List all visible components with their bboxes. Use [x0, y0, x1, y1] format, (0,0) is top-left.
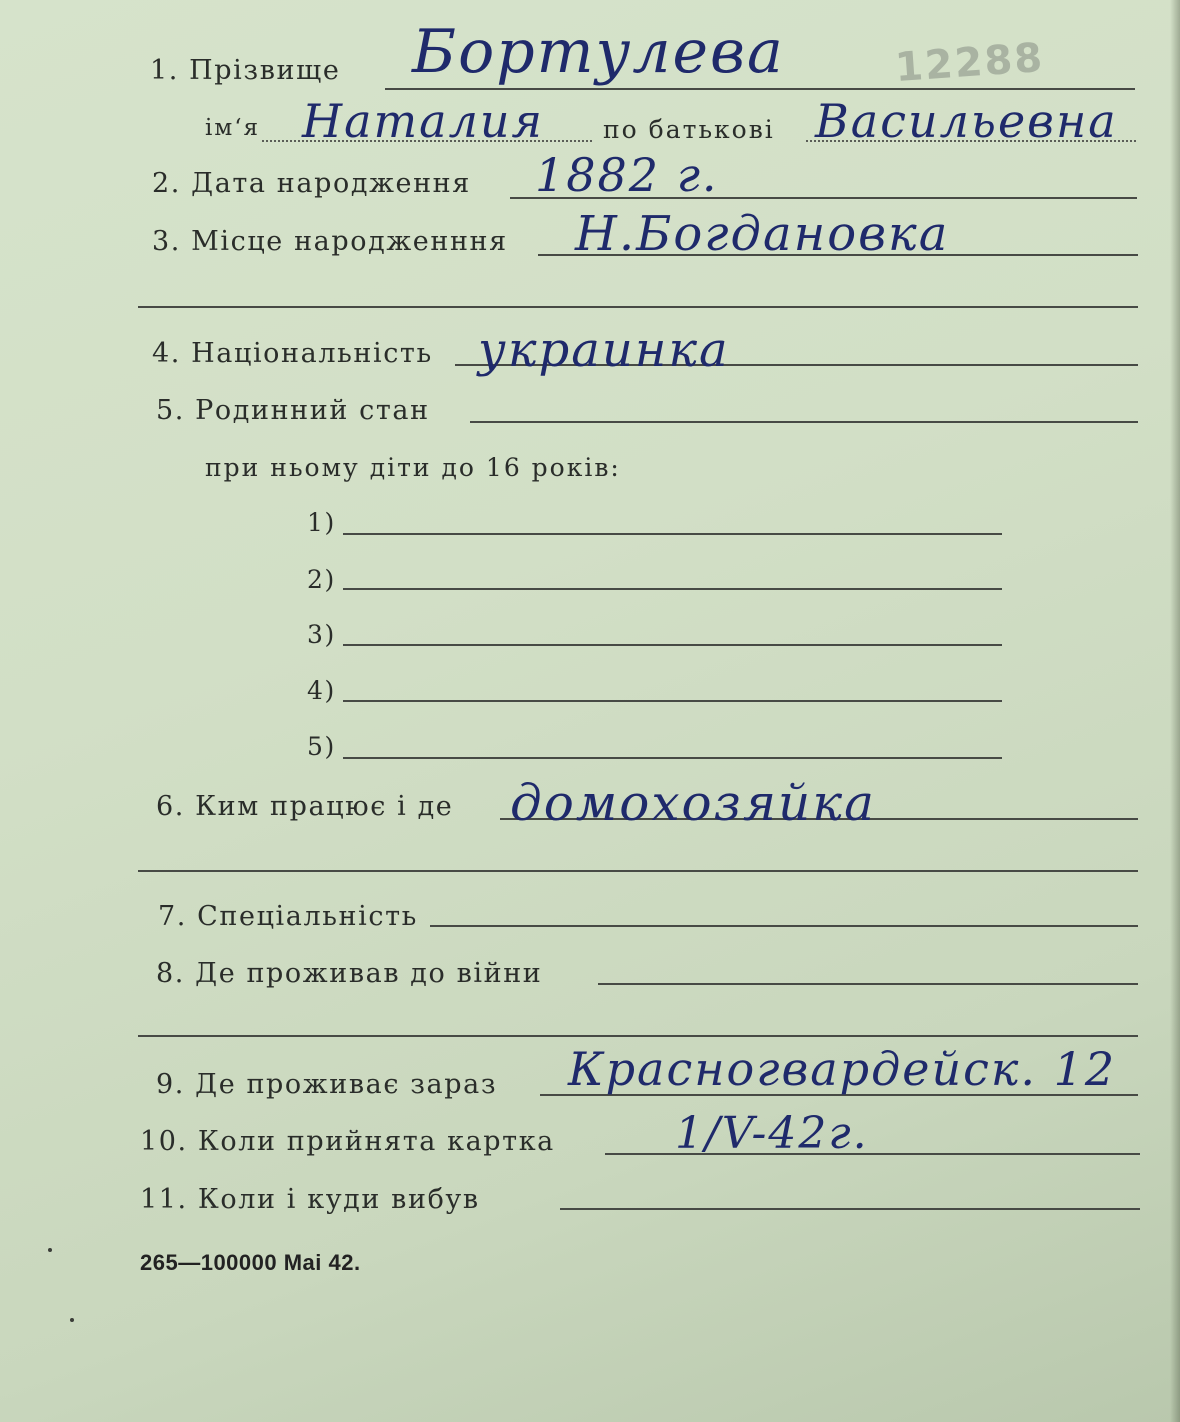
child-row-number: 5): [307, 732, 336, 761]
occupation-value: домохозяйка: [510, 774, 876, 832]
departure-label: 11. Коли і куди вибув: [140, 1184, 480, 1215]
paper-speck: [48, 1248, 52, 1252]
patronymic-value: Васильевна: [815, 94, 1118, 148]
child-row-number: 4): [307, 676, 336, 705]
birthdate-label: 2. Дата народження: [152, 168, 471, 199]
departure-line: [560, 1208, 1140, 1210]
child-row-number: 1): [307, 508, 336, 537]
print-code: 265—100000 Mai 42.: [140, 1250, 361, 1275]
name-value: Наталия: [302, 94, 544, 148]
child-row-line: [343, 644, 1002, 646]
birthplace-label: 3. Місце народженння: [152, 226, 508, 257]
marital-status-line: [470, 421, 1138, 423]
child-row-number: 3): [307, 620, 336, 649]
speciality-label: 7. Спеціальність: [158, 901, 418, 932]
card-accepted-value: 1/V-42г.: [675, 1108, 869, 1159]
number-stamp: 12288: [893, 34, 1046, 92]
paper-edge-shadow: [1170, 0, 1180, 1422]
children-label: при ньому діти до 16 років:: [205, 453, 621, 482]
child-row-line: [343, 700, 1002, 702]
prewar-residence-continuation-line: [138, 1035, 1138, 1037]
child-row-number: 2): [307, 565, 336, 594]
child-row-line: [343, 757, 1002, 759]
name-label: ім‘я: [205, 115, 261, 141]
surname-label: 1. Прізвище: [150, 55, 341, 86]
birthplace-continuation-line: [138, 306, 1138, 308]
patronymic-label: по батькові: [603, 115, 775, 144]
nationality-value: украинка: [478, 322, 730, 378]
card-accepted-label: 10. Коли прийнята картка: [140, 1126, 555, 1157]
marital-status-label: 5. Родинний стан: [156, 395, 430, 426]
prewar-residence-line: [598, 983, 1138, 985]
child-row-line: [343, 588, 1002, 590]
surname-value: Бортулева: [412, 17, 785, 87]
prewar-residence-label: 8. Де проживав до війни: [156, 958, 543, 989]
nationality-label: 4. Національність: [152, 338, 433, 369]
birthdate-value: 1882 г.: [535, 148, 719, 202]
current-residence-value: Красногвардейск. 12: [568, 1042, 1117, 1096]
current-residence-label: 9. Де проживає зараз: [156, 1069, 498, 1100]
surname-line: [385, 88, 1135, 90]
occupation-continuation-line: [138, 870, 1138, 872]
paper-speck: [70, 1318, 74, 1322]
occupation-label: 6. Ким працює і де: [156, 791, 454, 822]
speciality-line: [430, 925, 1138, 927]
birthplace-value: Н.Богдановка: [575, 206, 950, 262]
child-row-line: [343, 533, 1002, 535]
